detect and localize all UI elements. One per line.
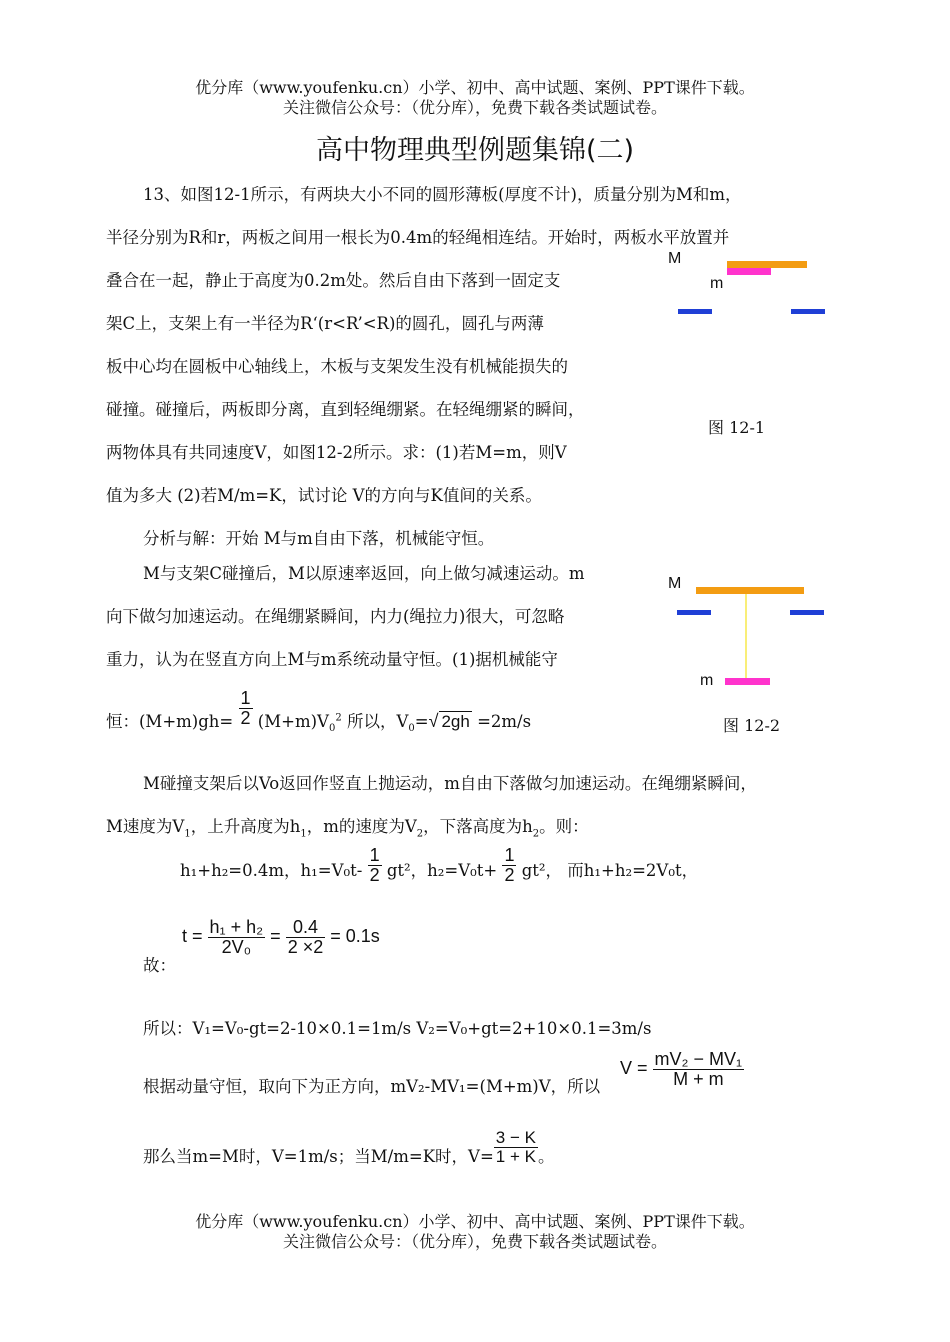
figure-12-2 <box>660 570 830 695</box>
k-fraction <box>494 1129 538 1166</box>
solution-line-6 <box>106 813 589 839</box>
k-num: 3 − K <box>495 1128 536 1147</box>
fig2-label-M: M <box>668 575 682 592</box>
header-line-1: 优分库（www.youfenku.cn）小学、初中、高中试题、案例、PPT课件下载。 <box>195 78 755 97</box>
header-line-2: 关注微信公众号：（优分库），免费下载各类试题试卷。 <box>282 98 667 117</box>
footer-line-1: 优分库（www.youfenku.cn）小学、初中、高中试题、案例、PPT课件下载。 <box>195 1212 755 1231</box>
problem-line-6: 碰撞。碰撞后，两板即分离，直到轻绳绷紧。在轻绳绷紧的瞬间， <box>106 400 585 419</box>
solution-line-5: M碰撞支架后以Vo返回作竖直上抛运动，m自由下落做匀加速运动。在绳绷紧瞬间， <box>143 774 757 793</box>
t-eq: = <box>270 926 281 947</box>
problem-line-2: 半径分别为R和r，两板之间用一根长为0.4m的轻绳相连结。开始时，两板水平放置并 <box>106 228 730 247</box>
l15-sub3: 2 <box>416 828 424 840</box>
solution-line-4: 重力，认为在竖直方向上M与m系统动量守恒。(1)据机械能守 <box>106 650 558 669</box>
problem-line-8: 值为多大 (2)若M/m=K，试讨论 V的方向与K值间的关系。 <box>106 486 542 505</box>
kin-half-2-num: 1 <box>504 845 515 865</box>
energy-equation: 恒：(M+m)gh= $\frac{1}{2}$ $(M+m)V_0^2$ 所以，$V_0=√$ 2gh =2m/s <box>106 688 532 735</box>
problem-line-1: 13、如图12-1所示，有两块大小不同的圆形薄板(厚度不计)，质量分别为M和m， <box>143 185 742 204</box>
v-num: mV₂ − MV₁ <box>654 1049 743 1069</box>
energy-eq-result: =2m/s <box>477 711 532 731</box>
energy-eq-mid: (M+m)V <box>257 711 329 731</box>
footer-line-2: 关注微信公众号：（优分库），免费下载各类试题试卷。 <box>282 1232 667 1251</box>
sqrt-2gh: 2gh <box>441 711 470 731</box>
kin-half-1 <box>368 846 382 885</box>
final-period: 。 <box>537 1146 555 1166</box>
kin-half-2 <box>502 846 516 885</box>
figure-12-1-caption: 图 12-1 <box>708 418 766 437</box>
t-num: h₁ + h₂ <box>209 917 264 937</box>
fig2-big-plate <box>696 587 804 594</box>
l15-sub2: 1 <box>300 828 307 840</box>
energy-v0-sub: 0 <box>328 723 336 735</box>
problem-line-3: 叠合在一起，静止于高度为0.2m处。然后自由下落到一固定支 <box>106 271 561 290</box>
kin-part-c: gt²， 而h₁+h₂=2V₀t， <box>521 860 699 880</box>
t-lhs: t = <box>182 926 203 947</box>
kin-part-b: gt²，h₂=V₀t+ <box>386 860 498 880</box>
energy-v0-sub-2: 0 <box>408 723 415 735</box>
t-num2: 0.4 <box>286 918 326 938</box>
fig2-small-plate <box>725 678 770 685</box>
kin-half-1-den: 2 <box>369 864 380 885</box>
energy-v0-sq: 2 <box>335 712 342 724</box>
solution-line-momentum: 根据动量守恒，取向下为正方向，mV₂-MV₁=(M+m)V，所以 <box>143 1077 601 1096</box>
figure-12-2-caption: 图 12-2 <box>723 716 781 735</box>
t-fraction-2 <box>286 918 326 957</box>
kin-half-1-num: 1 <box>369 845 380 865</box>
solution-line-3: 向下做匀加速运动。在绳绷紧瞬间，内力(绳拉力)很大，可忽略 <box>106 607 565 626</box>
fig1-label-M: M <box>668 250 682 267</box>
page-title: 高中物理典型例题集锦(二) <box>315 135 635 166</box>
problem-line-5: 板中心均在圆板中心轴线上，木板与支架发生没有机械能损失的 <box>106 357 568 376</box>
fig1-support-right <box>791 309 825 314</box>
k-den: 1 + K <box>495 1146 536 1166</box>
fig2-support-left <box>677 610 711 615</box>
problem-line-4: 架C上，支架上有一半径为R‘(r<R’<R)的圆孔，圆孔与两薄 <box>106 314 544 333</box>
kin-part-a: h₁+h₂=0.4m，h₁=V₀t- <box>180 860 363 880</box>
figure-12-1 <box>660 245 830 325</box>
t-formula <box>182 918 380 957</box>
kinematics-equation <box>180 845 699 891</box>
t-result: = 0.1s <box>330 926 380 947</box>
l15c: ，m的速度为V <box>306 817 417 836</box>
solution-line-final <box>143 1128 555 1176</box>
half-den: 2 <box>240 707 251 728</box>
l15b: ，上升高度为h <box>190 817 301 836</box>
kin-half-2-den: 2 <box>504 864 515 885</box>
problem-line-7: 两物体具有共同速度V，如图12-2所示。求：(1)若M=m，则V <box>106 443 567 462</box>
v-lhs: V = <box>620 1058 648 1079</box>
fig1-label-m: m <box>710 275 724 292</box>
l15e: 。则： <box>539 817 589 836</box>
fig1-small-plate <box>727 268 771 275</box>
fig2-label-m: m <box>700 672 714 689</box>
t-fraction-1 <box>208 918 266 957</box>
solution-line-1: 分析与解：开始 M与m自由下落，机械能守恒。 <box>143 529 495 548</box>
half-fraction <box>239 689 253 728</box>
solution-line-2: M与支架C碰撞后，M以原速率返回，向上做匀减速运动。m <box>143 564 585 583</box>
final-text: 那么当m=M时，V=1m/s；当M/m=K时，V= <box>143 1146 494 1166</box>
v-den: M + m <box>673 1068 724 1089</box>
v-formula <box>620 1050 744 1089</box>
l15a: M速度为V <box>106 817 185 836</box>
solution-line-velocities: 所以：V₁=V₀-gt=2-10×0.1=1m/s V₂=V₀+gt=2+10×0.1=3m/s <box>143 1019 652 1038</box>
t-den: 2V₀ <box>221 936 252 957</box>
fig1-support-left <box>678 309 712 314</box>
solution-line-gu: 故： <box>143 956 176 975</box>
v-fraction <box>653 1050 745 1089</box>
energy-eq-so: 所以，V <box>346 711 409 731</box>
t-den2: 2 ×2 <box>287 936 324 957</box>
half-num: 1 <box>240 688 251 708</box>
l15-sub1: 1 <box>184 828 191 840</box>
l15d: ，下落高度为h <box>423 817 533 836</box>
fig1-big-plate <box>727 261 807 268</box>
fig2-support-right <box>790 610 824 615</box>
l15-sub4: 2 <box>532 828 540 840</box>
energy-eq-lhs: 恒：(M+m)gh= <box>106 711 234 731</box>
